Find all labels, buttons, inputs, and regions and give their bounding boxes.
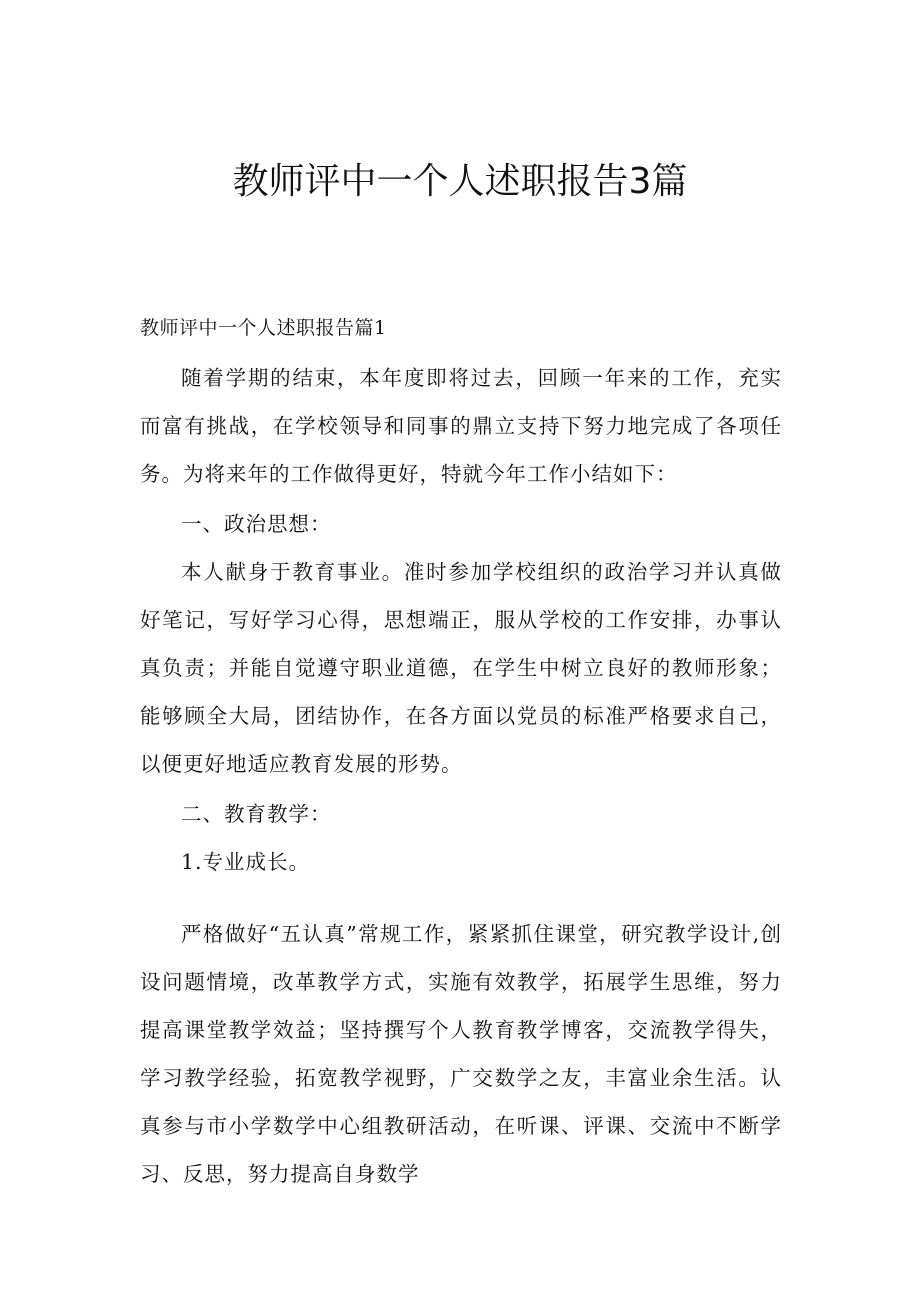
document-title: 教师评中一个人述职报告3篇 xyxy=(232,161,688,202)
intro-paragraph: 随着学期的结束，本年度即将过去，回顾一年来的工作，充实而富有挑战，在学校领导和同事的鼎立支持下努力地完成了各项任务。为将来年的工作做得更好，特就今年工作小结如下： xyxy=(140,366,782,486)
professional-growth-paragraph: 严格做好“五认真”常规工作，紧紧抓住课堂，研究教学设计,创设问题情境，改革教学方式，实施有效教学，拓展学生思维，努力提高课堂教学效益；坚持撰写个人教育教学博客，交流教学得失，学习教学经验，拓宽教学视野，广交数学之友，丰富业余生活。认真参与市小学数学中心组教研活动，在听课、评课、交流中不断学习、反思，努力提高自身数学 xyxy=(140,922,782,1186)
professional-growth-heading: 1.专业成长。 xyxy=(181,850,311,874)
politics-paragraph: 本人献身于教育事业。准时参加学校组织的政治学习并认真做好笔记，写好学习心得，思想端正，服从学校的工作安排，办事认真负责；并能自觉遵守职业道德，在学生中树立良好的教师形象；能够顾全大局，团结协作，在各方面以党员的标准严格要求自己，以便更好地适应教育发展的形势。 xyxy=(140,560,782,776)
politics-heading: 一、政治思想： xyxy=(181,512,332,536)
section-heading: 教师评中一个人述职报告篇1 xyxy=(140,317,387,339)
teaching-heading: 二、教育教学： xyxy=(181,802,332,826)
